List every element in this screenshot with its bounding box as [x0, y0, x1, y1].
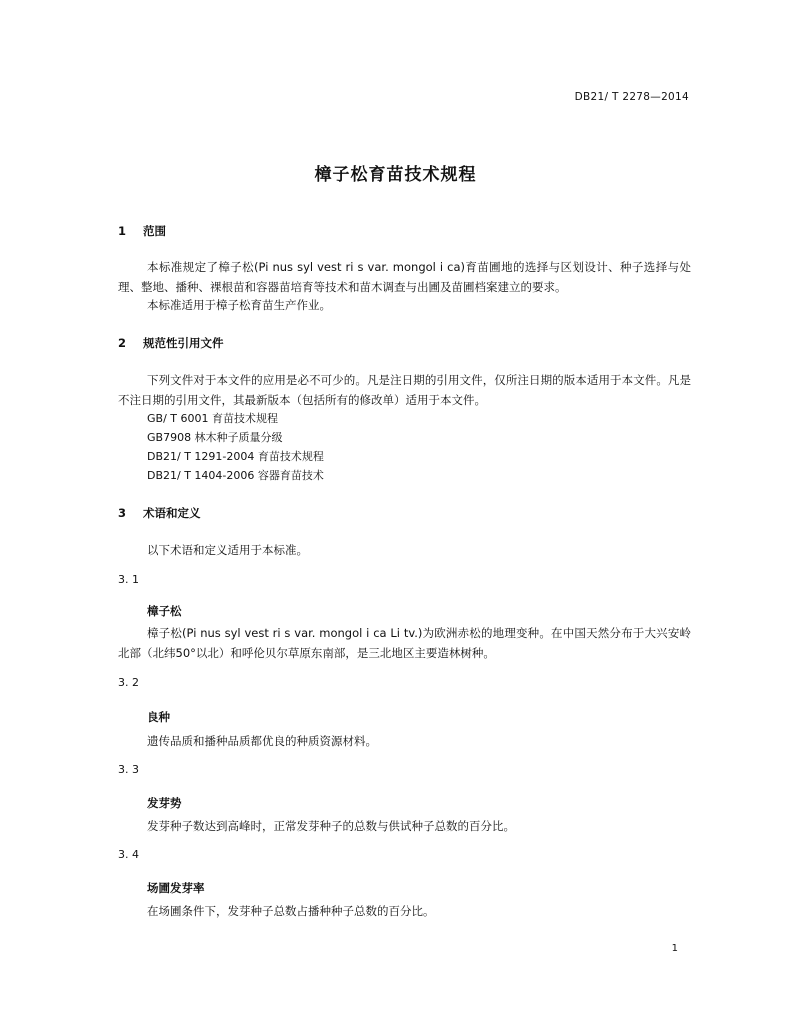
section-2-paragraph-1: 下列文件对于本文件的应用是必不可少的。凡是注日期的引用文件，仅所注日期的版本适用于本文件。凡是不注日期的引用文件，其最新版本（包括所有的修改单）适用于本文件。 [118, 373, 691, 407]
section-number: 2 [118, 336, 127, 350]
reference-item: GB7908 林木种子质量分级 [147, 431, 283, 444]
term-number: 3. 3 [118, 763, 139, 776]
section-title: 术语和定义 [143, 506, 201, 520]
term-number: 3. 2 [118, 676, 139, 689]
section-3-heading [118, 505, 201, 521]
reference-item: DB21/ T 1404-2006 容器育苗技术 [147, 469, 324, 482]
term-definition: 樟子松(Pi nus syl vest ri s var. mongol i ca Li tv.)为欧洲赤松的地理变种。在中国天然分布于大兴安岭北部（北纬50°以北）和呼伦贝尔草原东南部，是三北地区主要造林树种。 [118, 626, 691, 660]
standard-number: DB21/ T 2278—2014 [574, 91, 689, 103]
reference-item: DB21/ T 1291-2004 育苗技术规程 [147, 450, 324, 463]
section-title: 范围 [143, 224, 166, 238]
term-number: 3. 1 [118, 573, 139, 586]
section-1-heading [118, 223, 166, 239]
page-number: 1 [671, 943, 678, 954]
term-name: 发芽势 [147, 796, 182, 810]
section-1-paragraph-1: 本标准规定了樟子松(Pi nus syl vest ri s var. mongol i ca)育苗圃地的选择与区划设计、种子选择与处理、整地、播种、裸根苗和容器苗培育等技术和苗木调查与出圃及苗圃档案建立的要求。 [118, 260, 691, 294]
term-definition: 发芽种子数达到高峰时，正常发芽种子的总数与供试种子总数的百分比。 [147, 819, 515, 833]
section-number: 1 [118, 224, 127, 238]
section-title: 规范性引用文件 [143, 336, 224, 350]
section-2-heading [118, 335, 224, 351]
term-number: 3. 4 [118, 848, 139, 861]
section-number: 3 [118, 506, 127, 520]
term-name: 樟子松 [147, 604, 182, 618]
section-1-paragraph-2: 本标准适用于樟子松育苗生产作业。 [147, 298, 331, 312]
term-name: 场圃发芽率 [147, 881, 205, 895]
section-3-paragraph-1: 以下术语和定义适用于本标准。 [147, 543, 308, 557]
term-name: 良种 [147, 710, 170, 724]
term-definition: 在场圃条件下，发芽种子总数占播种种子总数的百分比。 [147, 904, 435, 918]
document-title: 樟子松育苗技术规程 [314, 165, 477, 185]
reference-item: GB/ T 6001 育苗技术规程 [147, 412, 278, 425]
term-definition: 遗传品质和播种品质都优良的种质资源材料。 [147, 734, 377, 748]
